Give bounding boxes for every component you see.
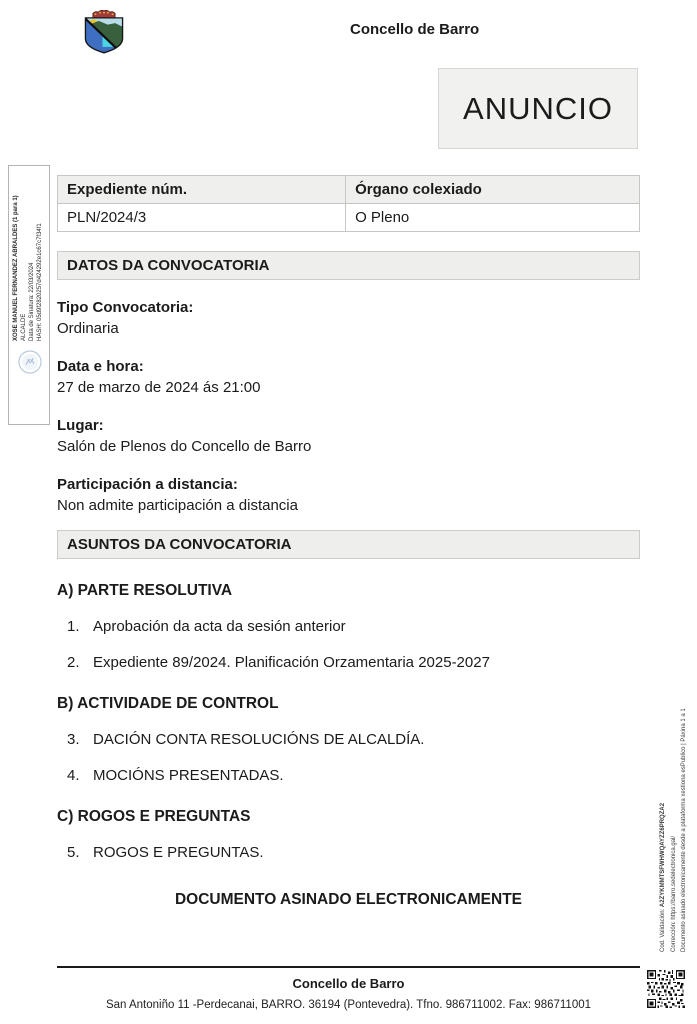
- field-tipo-convocatoria: [57, 297, 640, 339]
- agenda-heading-b: B) ACTIVIDADE DE CONTROL: [57, 695, 279, 712]
- anuncio-title: ANUNCIO: [463, 90, 613, 126]
- field-label: Participación a distancia:: [57, 476, 238, 493]
- field-value: Ordinaria: [57, 320, 119, 337]
- field-value: Salón de Plenos do Concello de Barro: [57, 438, 312, 455]
- organo-header-cell: Órgano colexiado: [346, 176, 640, 204]
- agenda-item-text: ROGOS E PREGUNTAS.: [93, 844, 264, 861]
- field-label: Tipo Convocatoria:: [57, 299, 194, 316]
- expediente-table: [57, 175, 640, 232]
- agenda-item-5: [57, 843, 640, 862]
- organo-value-cell: O Pleno: [346, 204, 640, 232]
- signature-seal-icon: [17, 349, 43, 375]
- agenda-item-text: MOCIÓNS PRESENTADAS.: [93, 767, 284, 784]
- agenda-item-number: 5.: [67, 844, 80, 861]
- footer-address: San Antoniño 11 -Perdecanai, BARRO. 36194 (Pontevedra). Tfno. 986711002. Fax: 986711001: [105, 999, 592, 1011]
- field-participacion: [57, 474, 640, 516]
- table-header-row: [58, 176, 640, 204]
- validation-sidebar: [658, 598, 690, 952]
- expediente-value-cell: PLN/2024/3: [58, 204, 346, 232]
- agenda-item-3: [57, 730, 640, 749]
- agenda-item-2: [57, 653, 640, 672]
- validation-url-line: Corrección: https://barro.sedelectronica.gal/: [670, 835, 677, 952]
- agenda-item-number: 4.: [67, 767, 80, 784]
- footer-org-name: Concello de Barro: [292, 976, 405, 991]
- agenda-item-number: 2.: [67, 654, 80, 671]
- agenda-item-1: [57, 617, 640, 636]
- validation-code-line: [658, 598, 669, 952]
- signer-role: ALCALDE: [21, 313, 27, 341]
- anuncio-title-box: [438, 68, 638, 149]
- agenda-item-number: 1.: [67, 618, 80, 635]
- agenda-item-text: DACIÓN CONTA RESOLUCIÓNS DE ALCALDÍA.: [93, 731, 425, 748]
- signature-text: [12, 186, 46, 341]
- section-header-datos: DATOS DA CONVOCATORIA: [57, 251, 640, 280]
- footer-divider: [57, 966, 640, 968]
- field-label: Data e hora:: [57, 358, 144, 375]
- coat-of-arms-icon: [78, 2, 130, 62]
- field-data-e-hora: [57, 356, 640, 398]
- field-lugar: [57, 415, 640, 457]
- validation-code-label: Cod. Validación:: [660, 907, 666, 952]
- agenda-heading-a: A) PARTE RESOLUTIVA: [57, 582, 233, 599]
- document-body: [57, 170, 640, 909]
- signer-name: XOSE MANUEL FERNANDEZ ABRALDES (1 para 1): [13, 195, 19, 341]
- signature-hash: HASH: 05d9f2820257d424292e1c67c7f34f1: [37, 223, 43, 341]
- field-value: Non admite participación a distancia: [57, 497, 298, 514]
- validation-platform-line: Documento asinado electronicamente desde a plataforma xestiona esPublico | Páxina 1 a 1: [681, 708, 687, 952]
- expediente-header-cell: Expediente núm.: [58, 176, 346, 204]
- agenda-heading-c: C) ROGOS E PREGUNTAS: [57, 808, 251, 825]
- qr-code-icon: [647, 970, 685, 1008]
- field-value: 27 de marzo de 2024 ás 21:00: [57, 379, 261, 396]
- agenda-item-4: [57, 766, 640, 785]
- electronic-signature-note: DOCUMENTO ASINADO ELECTRONICAMENTE: [174, 891, 523, 908]
- table-row: [58, 204, 640, 232]
- header-org-name: Concello de Barro: [350, 21, 480, 38]
- validation-code: A2ZYKMMTSFWHWQAYZZ6PRQZA2: [660, 802, 666, 908]
- agenda-item-text: Aprobación da acta da sesión anterior: [93, 618, 346, 635]
- field-label: Lugar:: [57, 417, 104, 434]
- agenda-item-number: 3.: [67, 731, 80, 748]
- signature-date: Data de Sinatura: 22/03/2024: [29, 262, 35, 341]
- section-header-asuntos: ASUNTOS DA CONVOCATORIA: [57, 530, 640, 559]
- signature-sidebar: [8, 165, 50, 425]
- agenda-item-text: Expediente 89/2024. Planificación Orzamentaria 2025-2027: [93, 654, 490, 671]
